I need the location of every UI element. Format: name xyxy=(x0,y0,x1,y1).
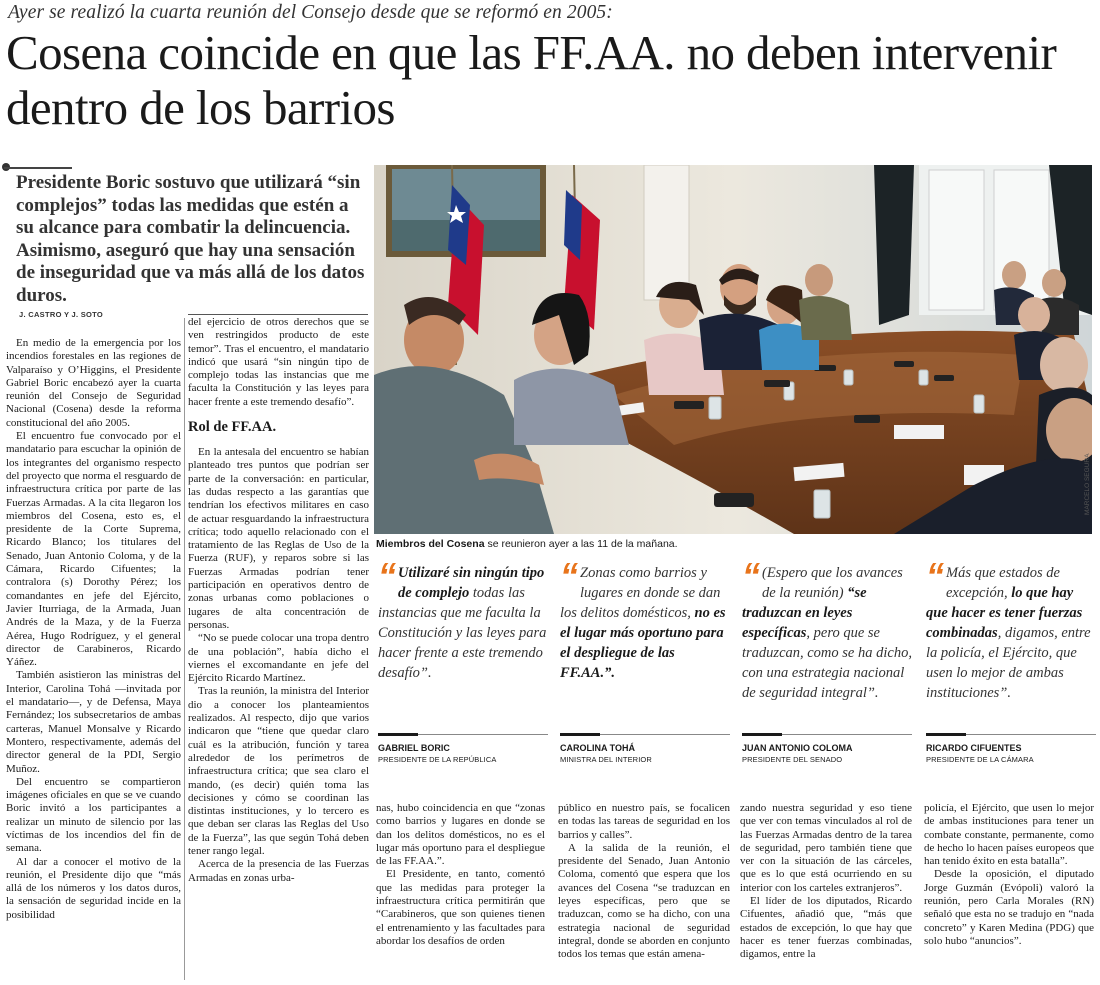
pull-quote-fragment: todas las instancias que me faculta la Constitución y las leyes para hacer frente a este tremendo desafío”. xyxy=(378,585,547,681)
quote-rule xyxy=(742,733,782,736)
quote-speaker-role: PRESIDENTE DE LA CÁMARA xyxy=(926,755,1034,764)
pull-quote xyxy=(926,555,1096,764)
pull-quote-text xyxy=(926,555,1096,703)
body-paragraph: Tras la reunión, la ministra del Interior dio a conocer los planteamientos realizados. Al respecto, dijo que varios indicaron que “tiene que quedar claro cuál es la atribución, función y tarea alrededor de los perímetros de infraestructura crítica; que sea claro el mando, (es decir) quién toma las decisiones y cómo se coordinan las distintas instituciones, y lo tercero es que deban ser claras las Reglas del Uso de la Fuerza”, las que según Tohá deben tener rango legal. xyxy=(188,685,369,857)
body-paragraph: El Presidente, en tanto, comentó que las medidas para proteger la infraestructura crítica permitirán que “Carabineros, que son quienes tienen el entrenamiento y las facultades para abordar los desafíos de orden xyxy=(376,868,545,947)
quote-divider xyxy=(600,734,730,735)
pull-quote-fragment: Más que estados de excepción, xyxy=(946,565,1060,601)
cosena-meeting-photo xyxy=(374,165,1092,534)
pull-quote xyxy=(742,555,912,764)
quote-mark-icon: “ xyxy=(926,555,944,596)
quote-rule xyxy=(926,733,966,736)
article-kicker: Ayer se realizó la cuarta reunión del Consejo desde que se reformó en 2005: xyxy=(8,2,613,23)
photo-caption xyxy=(376,538,678,550)
body-paragraph: El encuentro fue convocado por el mandatario para escuchar la opinión de los integrantes del organismo respecto del proyecto que norma el resguardo de infraestructura crítica por parte de las Fuerzas Armadas. A la cita llegaron los miembros del Cosena, esto es, el presidente de la Corte Suprema, Ricardo Blanco; los titulares del Senado, Juan Antonio Coloma, y de la Cámara, Ricardo Cifuentes; la contralora (s) Dorothy Pérez; los comandantes en jefe del Ejército, Javier Iturriaga, de la Armada, Juan Andrés de la Maza, y de la Fuerza Aérea, Hugo Rodríguez, y el general director de Carabineros, Ricardo Yáñez. xyxy=(6,430,181,669)
byline-rule xyxy=(188,314,368,315)
pull-quote-fragment: “se traduzcan en leyes específicas xyxy=(742,585,867,641)
body-paragraph: público en nuestro país, se focalicen en todas las tareas de seguridad en los barrios y calles”. xyxy=(558,802,730,841)
body-column-4 xyxy=(558,802,730,962)
pull-quote xyxy=(378,555,548,764)
body-column-3 xyxy=(376,802,545,948)
body-column-6 xyxy=(924,802,1094,948)
quote-speaker-name: GABRIEL BORIC xyxy=(378,743,450,753)
quote-mark-icon: “ xyxy=(378,555,396,596)
lead-rule xyxy=(4,167,72,169)
pull-quote-fragment: no es el lugar más oportuno para el despliegue de las FF.AA.”. xyxy=(560,605,726,681)
pull-quote-fragment: Zonas como barrios y lugares en donde se dan los delitos domésticos, xyxy=(560,565,721,621)
article-headline: Cosena coincide en que las FF.AA. no deben intervenir dentro de los barrios xyxy=(6,25,1057,135)
caption-text: se reunieron ayer a las 11 de la mañana. xyxy=(484,538,678,550)
pull-quote-text xyxy=(742,555,912,703)
quote-rule xyxy=(378,733,418,736)
body-paragraph: En la antesala del encuentro se habían planteado tres puntos que podrían ser parte de la conversación: en particular, las dudas respecto a las garantías que tendrían los efectivos militares en caso de actuar resguardando la infraestructura crítica; todo aquello relacionado con el tratamiento de las Reglas de Uso de la Fuerza (RUF), y reparos sobre si las Fuerzas Armadas podrían tener participación en operativos dentro de zonas urbanas como poblaciones o lugares de alta concentración de personas. xyxy=(188,446,369,631)
body-paragraph: “No se puede colocar una tropa dentro de una población”, había dicho el viernes el excomandante en jefe del Ejército Ricardo Martínez. xyxy=(188,632,369,685)
quote-mark-icon: “ xyxy=(742,555,760,596)
news-photo xyxy=(374,165,1092,534)
pull-quote-text xyxy=(378,555,548,683)
pull-quote-fragment: (Espero que los avances de la reunión) xyxy=(762,565,903,601)
article-lead: Presidente Boric sostuvo que utilizará “sin complejos” todas las medidas que estén a su alcance para combatir la delincuencia. Asimismo, aseguró que hay una sensación de inseguridad que va más allá de los datos duros. xyxy=(16,172,365,306)
quote-divider xyxy=(782,734,912,735)
body-paragraph: Al dar a conocer el motivo de la reunión, el Presidente dijo que “más allá de los números y los datos duros, la sensación de seguridad incide en la posibilidad xyxy=(6,855,181,921)
body-paragraph: Del encuentro se compartieron imágenes oficiales en que se ve cuando Boric invitó a los participantes a realizar un minuto de silencio por las víctimas de los incendios del fin de semana. xyxy=(6,775,181,855)
quote-mark-icon: “ xyxy=(560,555,578,596)
pull-quote-text xyxy=(560,555,730,683)
pull-quote xyxy=(560,555,730,764)
byline: J. CASTRO Y J. SOTO xyxy=(19,310,104,319)
body-paragraph: nas, hubo coincidencia en que “zonas como barrios y lugares en donde se dan los delitos domésticos, no es el lugar más oportuno para el despliegue de las FF.AA.”. xyxy=(376,802,545,868)
body-column-1 xyxy=(6,337,181,922)
quote-speaker-role: PRESIDENTE DEL SENADO xyxy=(742,755,843,764)
quote-divider xyxy=(966,734,1096,735)
quote-speaker-role: MINISTRA DEL INTERIOR xyxy=(560,755,652,764)
quote-speaker-name: JUAN ANTONIO COLOMA xyxy=(742,743,853,753)
quote-divider xyxy=(418,734,548,735)
body-column-5 xyxy=(740,802,912,962)
subhead: Rol de FF.AA. xyxy=(188,419,277,436)
photo-credit: MARCELO SEGURA xyxy=(1084,453,1091,515)
pull-quote-fragment: Utilizaré sin ningún tipo de complejo xyxy=(398,565,545,601)
body-column-2 xyxy=(188,316,369,885)
body-paragraph: También asistieron las ministras del Interior, Carolina Tohá —invitada por el mandatario—, y de Defensa, Maya Fernández; los subsecretarios de ambas carteras, Manuel Monsalve y Ricardo Montero, respectivamente, además del director general de la PDI, Sergio Muñoz. xyxy=(6,669,181,775)
body-paragraph: Desde la oposición, el diputado Jorge Guzmán (Evópoli) valoró la reunión, pero Carla Morales (RN) señaló que esta no se tradujo en “nada concreto” y Karen Medina (PDG) que solo hubo “anuncios”. xyxy=(924,868,1094,947)
body-paragraph: del ejercicio de otros derechos que se ven restringidos producto de este temor”. Tras el encuentro, el mandatario indicó que usará “sin ningún tipo de complejo todas las instancias que me faculta la Constitución y las leyes para hacer frente a este tremendo desafío”. xyxy=(188,316,369,408)
quote-rule xyxy=(560,733,600,736)
pull-quote-fragment: , pero que se traduzcan, como se ha dicho, con una estrategia nacional de seguridad integral”. xyxy=(742,625,912,701)
body-paragraph: A la salida de la reunión, el presidente del Senado, Juan Antonio Coloma, comentó que espera que los avances del Cosena “se traduzcan en leyes específicas, pero que se traduzcan, como se ha dicho, con una estrategia nacional de seguridad integral, donde se aborden en conjunto todos los temas que están amena- xyxy=(558,841,730,961)
body-paragraph: En medio de la emergencia por los incendios forestales en las regiones de Valparaíso y O’Higgins, el Presidente Gabriel Boric encabezó ayer la cuarta reunión del Consejo de Seguridad Nacional (Cosena) desde la reforma constitucional del año 2005. xyxy=(6,337,181,429)
caption-bold: Miembros del Cosena xyxy=(376,538,485,550)
pull-quote-fragment: lo que hay que hacer es tener fuerzas combinadas xyxy=(926,585,1083,641)
body-paragraph: Acerca de la presencia de las Fuerzas Armadas en zonas urba- xyxy=(188,858,369,884)
quote-speaker-name: CAROLINA TOHÁ xyxy=(560,743,635,753)
quote-speaker-role: PRESIDENTE DE LA REPÚBLICA xyxy=(378,755,497,764)
column-divider xyxy=(184,318,185,980)
quote-speaker-name: RICARDO CIFUENTES xyxy=(926,743,1022,753)
body-paragraph: policía, el Ejército, que usen lo mejor de ambas instituciones para tener un combate constante, permanente, como de hecho lo hacen países europeos que han tenido éxito en esta batalla”. xyxy=(924,802,1094,868)
body-paragraph: El líder de los diputados, Ricardo Cifuentes, añadió que, “más que estados de excepción, lo que hay que hacer es tener fuerzas combinadas, digamos, entre la xyxy=(740,895,912,961)
body-paragraph: zando nuestra seguridad y eso tiene que ver con temas vinculados al rol de las Fuerzas Armadas dentro de la tarea de seguridad, pero también tiene que ver con la situación de las cárceles, que es lo que está ocurriendo en su interior con los carteles extranjeros”. xyxy=(740,802,912,894)
pull-quote-fragment: , digamos, entre la policía, el Ejército, que usen lo mejor de ambas instituciones”. xyxy=(926,625,1091,701)
